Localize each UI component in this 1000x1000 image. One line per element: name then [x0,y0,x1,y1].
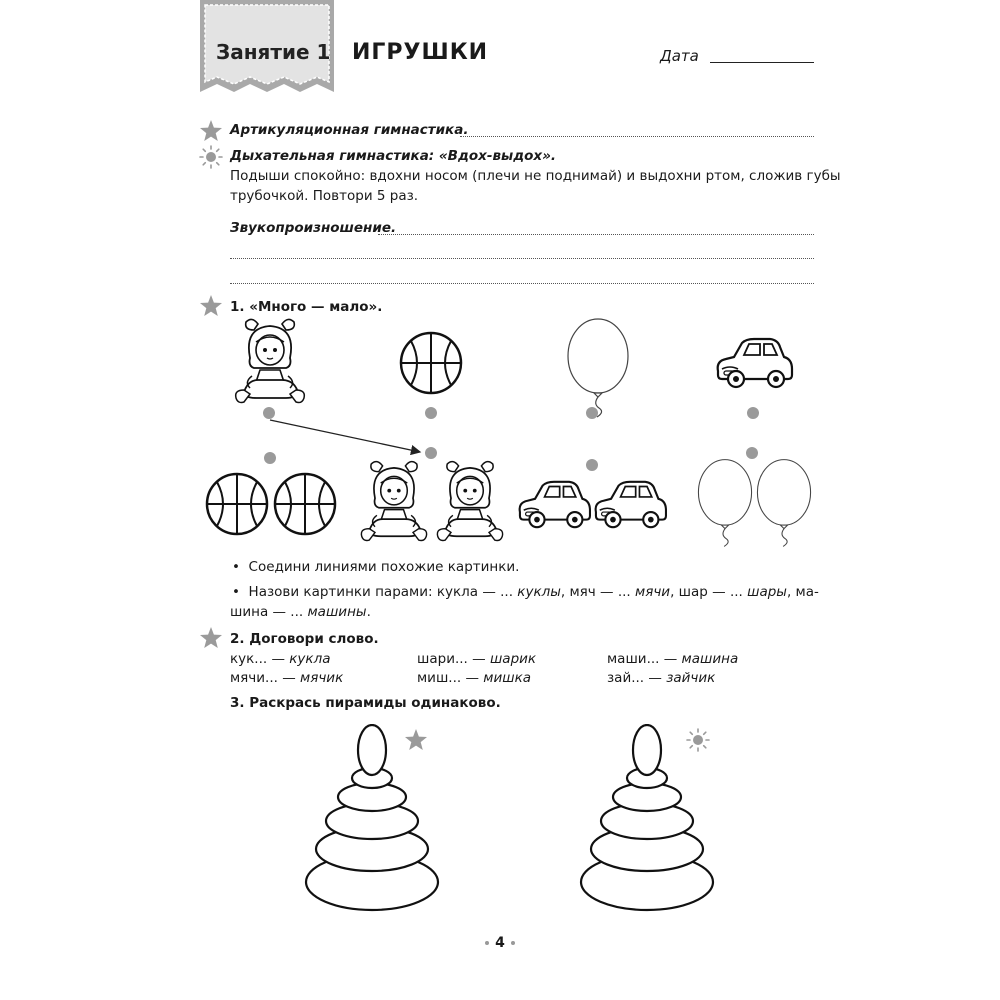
task1-bullet-1: • Соедини линиями похожие картинки. [232,559,520,575]
ball-picture [205,472,269,536]
balloon-picture [694,457,756,549]
star-icon [404,728,428,752]
connect-dot-two-balls[interactable] [264,452,276,464]
word-pair: кук... — кукла [230,651,331,667]
task1-bullet-2-cont: шина — ... машины. [230,604,371,620]
sun-icon [686,728,710,752]
pronunciation-title: Звукопроизношение. [230,220,397,236]
word-pair: зай... — зайчик [607,670,716,686]
date-label: Дата [660,47,699,65]
page-number: 4 [470,935,530,951]
connect-dot-two-cars[interactable] [586,459,598,471]
lesson-title: ИГРУШКИ [352,40,489,65]
word-pair: миш... — мишка [417,670,532,686]
word-pair: маши... — машина [607,651,739,667]
word-pair: мячи... — мячик [230,670,344,686]
word-pair: шари... — шарик [417,651,537,667]
task1-bullet-2: • Назови картинки парами: кукла — ... куклы, мяч — ... мячи, шар — ... шары, ма- [232,584,819,600]
star-icon [199,626,223,650]
doll-picture [356,460,432,546]
ball-picture [273,472,337,536]
breathing-instruction-line2: трубочкой. Повтори 5 раз. [230,188,419,204]
doll-picture [432,460,508,546]
car-picture [592,478,668,531]
connect-dot-two-dolls[interactable] [425,447,437,459]
lesson-number: Занятие 1 [216,40,331,64]
task2-title: 2. Договори слово. [230,631,379,647]
pyramid-picture-right[interactable] [579,724,715,912]
balloon-picture [753,457,815,549]
breathing-title: Дыхательная гимнастика: «Вдох-выдох». [230,148,556,164]
task3-title: 3. Раскрась пирамиды одинаково. [230,695,501,711]
breathing-instruction-line1: Подыши спокойно: вдохни носом (плечи не поднимай) и выдохни ртом, сложив губы [230,168,841,184]
articulation-title: Артикуляционная гимнастика. [230,122,469,138]
task1-title: 1. «Много — мало». [230,299,383,315]
pyramid-picture-left[interactable] [304,724,440,912]
car-picture [516,478,592,531]
